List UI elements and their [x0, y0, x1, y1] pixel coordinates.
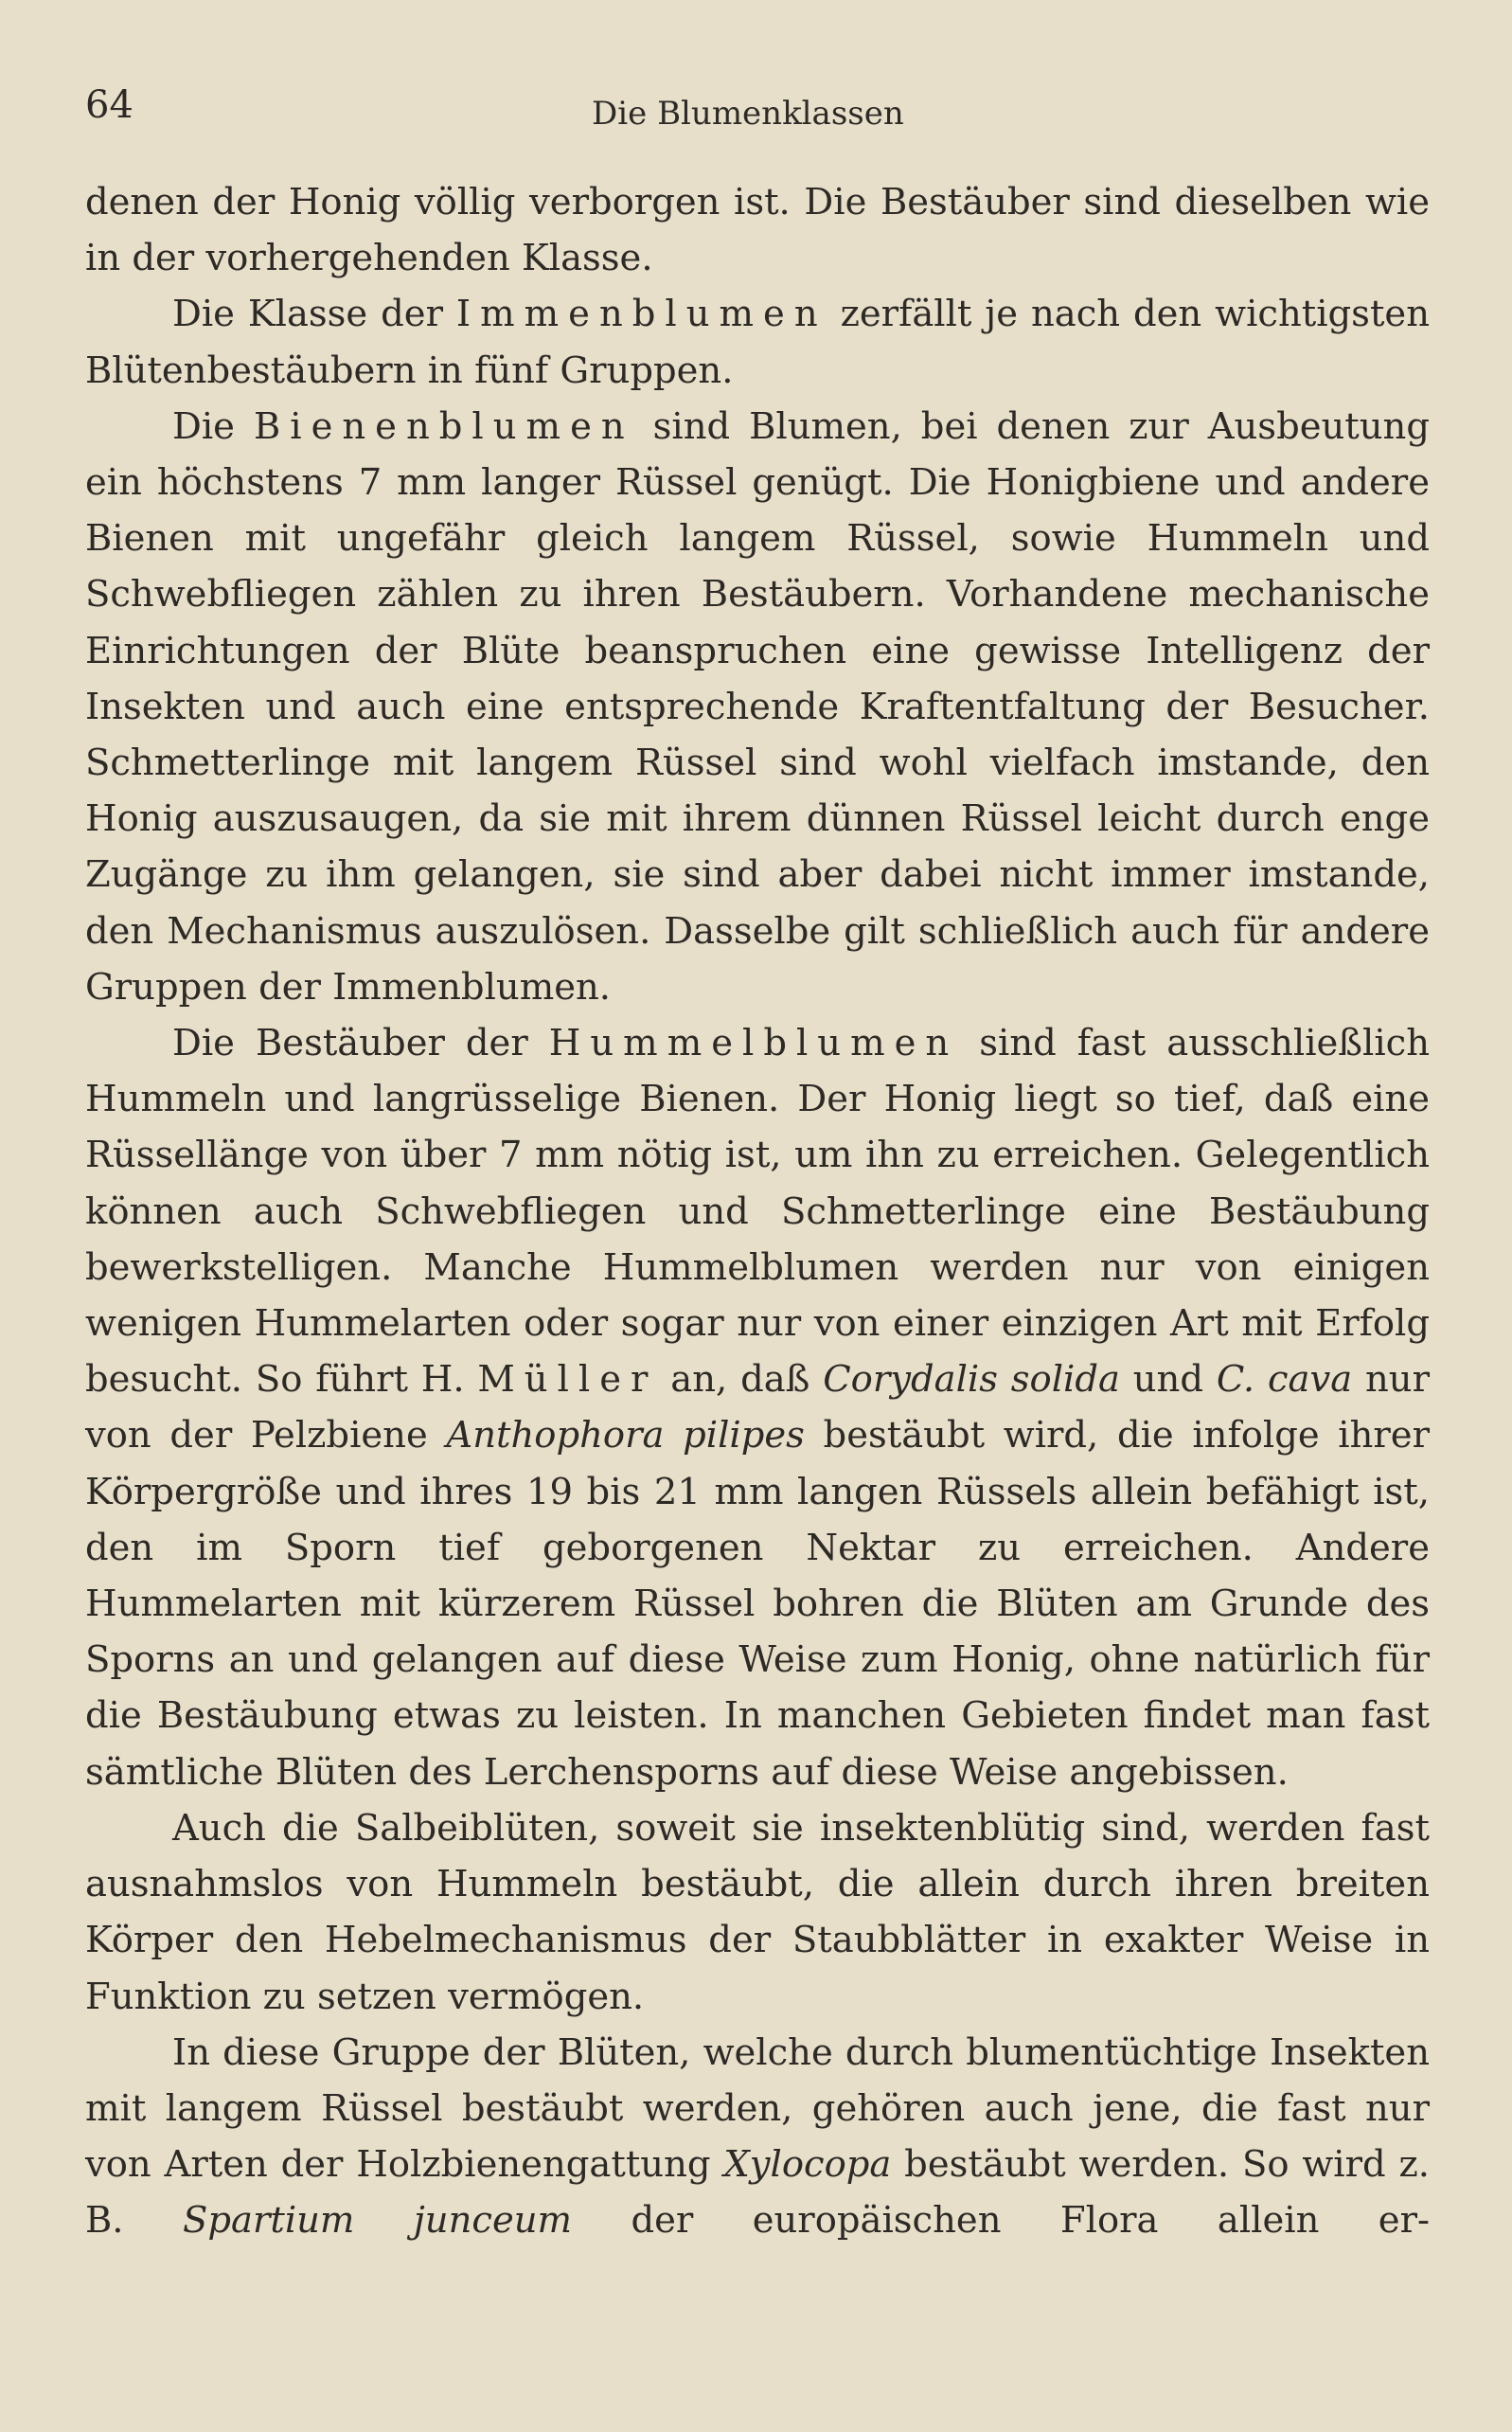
paragraph-6	[85, 2025, 1430, 2249]
page-header	[85, 83, 1430, 140]
text-run: der europäischen Flora allein er-	[572, 2199, 1430, 2243]
paragraph-4	[85, 1015, 1430, 1800]
species-name: C. cava	[1216, 1358, 1353, 1402]
text-run: Die Bestäuber der	[172, 1022, 549, 1065]
paragraph-1	[85, 174, 1430, 286]
text-run: Die	[172, 404, 254, 448]
spaced-term: Immenblumen	[455, 293, 827, 336]
paragraph-5	[85, 1800, 1430, 2025]
text-run: und	[1119, 1358, 1217, 1402]
text-run: Auch die Salbeiblüten, soweit sie insektenblütig sind, werden fast ausnahmslos von Hummeln bestäubt, die allein durch ihren breiten Körper den Hebelmechanismus der Staubblätter in exakter Weise in Funktion zu setzen vermögen.	[85, 1806, 1430, 2018]
text-run: Die Klasse der	[172, 293, 456, 336]
text-run: denen der Honig völlig verborgen ist. Die Bestäuber sind dieselben wie in der vorhergehenden Klasse.	[85, 181, 1430, 280]
text-run: sind fast ausschließlich Hummeln und langrüsselige Bienen. Der Honig liegt so tief, daß eine Rüssellänge von über 7 mm nötig ist, um ihn zu erreichen. Gelegentlich können auch Schwebfliegen und Schmetterlinge eine Bestäubung bewerkstelligen. Manche Hummelblumen werden nur von einigen wenigen Hummelarten oder sogar nur von einer einzigen Art mit Erfolg besucht. So führt H.	[85, 1022, 1430, 1402]
text-run: zerfällt je nach den wichtigsten Blütenbestäubern in fünf Gruppen.	[85, 293, 1430, 392]
body-text	[85, 174, 1430, 2249]
spaced-author-name: Müller	[477, 1358, 658, 1402]
species-name: Corydalis solida	[823, 1358, 1120, 1402]
paragraph-2	[85, 286, 1430, 398]
text-run: nur von der Pelzbiene	[85, 1358, 1430, 1457]
text-run: In diese Gruppe der Blüten, welche durch blumentüchtige Insekten mit langem Rüssel bestäubt werden, gehören auch jene, die fast nur von Arten der Holzbienengattung	[85, 2030, 1430, 2187]
species-name: Anthophora pilipes	[446, 1414, 805, 1457]
species-name: Spartium junceum	[182, 2199, 573, 2243]
paragraph-3	[85, 399, 1430, 1015]
text-run: sind Blumen, bei denen zur Ausbeutung ein höchstens 7 mm langer Rüssel genügt. Die Honigbiene und andere Bienen mit ungefähr gleich langem Rüssel, sowie Hummeln und Schwebfliegen zählen zu ihren Bestäubern. Vorhandene mechanische Einrichtungen der Blüte beanspruchen eine gewisse Intelligenz der Insekten und auch eine entsprechende Kraftentfaltung der Besucher. Schmetterlinge mit langem Rüssel sind wohl vielfach imstande, den Honig auszusaugen, da sie mit ihrem dünnen Rüssel leicht durch enge Zugänge zu ihm gelangen, sie sind aber dabei nicht immer imstande, den Mechanismus auszulösen. Dasselbe gilt schließlich auch für andere Gruppen der Immenblumen.	[85, 404, 1430, 1009]
running-title: Die Blumenklassen	[592, 95, 904, 133]
text-run: bestäubt wird, die infolge ihrer Körpergröße und ihres 19 bis 21 mm langen Rüssels allein befähigt ist, den im Sporn tief geborgenen Nektar zu erreichen. Andere Hummelarten mit kürzerem Rüssel bohren die Blüten am Grunde des Sporns an und gelangen auf diese Weise zum Honig, ohne natürlich für die Bestäubung etwas zu leisten. In manchen Gebieten findet man fast sämtliche Blüten des Lerchensporns auf diese Weise angebissen.	[85, 1414, 1430, 1794]
text-run: bestäubt werden. So wird z. B.	[85, 2143, 1430, 2243]
spaced-term: Hummelblumen	[548, 1022, 959, 1065]
text-run: an, daß	[657, 1358, 824, 1402]
spaced-term: Bienenblumen	[253, 404, 634, 448]
page-number: 64	[85, 83, 133, 127]
genus-name: Xylocopa	[723, 2143, 892, 2187]
